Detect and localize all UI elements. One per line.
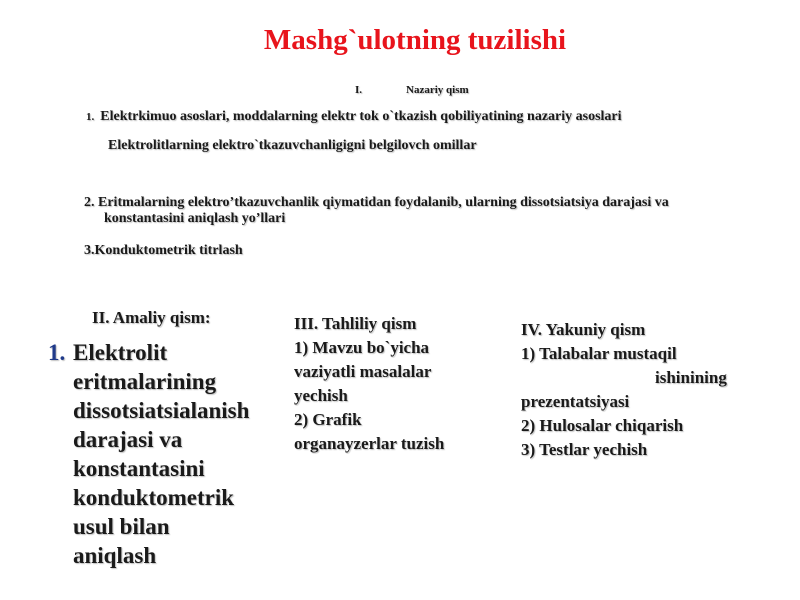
nazariy-item-1-sub: Elektrolitlarning elektro`tkazuvchanligigni belgilovch omillar <box>108 138 477 153</box>
text-line: aniqlash <box>73 543 157 568</box>
list-text <box>48 338 288 570</box>
tahliliy-section <box>294 312 484 456</box>
text-line: 1) Mavzu bo`yicha <box>294 338 430 357</box>
text-line: organayzerlar tuzish <box>294 434 445 453</box>
text-line: darajasi va <box>73 427 183 452</box>
section-nazariy-heading <box>355 84 469 96</box>
text-line: konstantasini <box>73 456 205 481</box>
text-line: yechish <box>294 386 348 405</box>
text-line: dissotsiatsialanish <box>73 398 250 423</box>
item-number: 1. <box>86 111 95 123</box>
yakuniy-section <box>521 318 751 462</box>
section-heading: III. Tahliliy qism <box>294 314 417 333</box>
text-line: vaziyatli masalalar <box>294 362 432 381</box>
section-number: I. <box>355 84 363 96</box>
section-label: Nazariy qism <box>406 84 469 96</box>
text-line: ishinining <box>655 368 727 387</box>
amaliy-heading: II. Amaliy qism: <box>92 308 211 327</box>
text-line: prezentatsiyasi <box>521 392 630 411</box>
slide-title: Mashg`ulotning tuzilishi <box>263 24 567 56</box>
text-line: Elektrolit <box>73 340 168 365</box>
text-line: eritmalarining <box>73 369 217 394</box>
list-number: 1. <box>48 340 66 365</box>
text-line: 2) Grafik <box>294 410 362 429</box>
section-heading: IV. Yakuniy qism <box>521 320 646 339</box>
nazariy-item-2 <box>84 195 764 227</box>
text-line: konduktometrik <box>73 485 235 510</box>
nazariy-item-3: 3.Konduktometrik titrlash <box>84 243 243 258</box>
text-line: 1) Talabalar mustaqil <box>521 344 677 363</box>
item-text: Elektrkimuo asoslari, moddalarning elektr tok o`tkazish qobiliyatining nazariy asoslari <box>100 109 622 124</box>
item-text-line: 2. Eritmalarning elektro’tkazuvchanlik qiymatidan foydalanib, ularning dissotsiatsiya darajasi va <box>84 195 669 210</box>
text-line: 3) Testlar yechish <box>521 440 648 459</box>
nazariy-item-1 <box>86 109 622 125</box>
text-line: 2) Hulosalar chiqarish <box>521 416 684 435</box>
item-text-line: konstantasini aniqlash yo’llari <box>104 211 286 226</box>
amaliy-list-item <box>48 338 288 570</box>
text-line: usul bilan <box>73 514 170 539</box>
